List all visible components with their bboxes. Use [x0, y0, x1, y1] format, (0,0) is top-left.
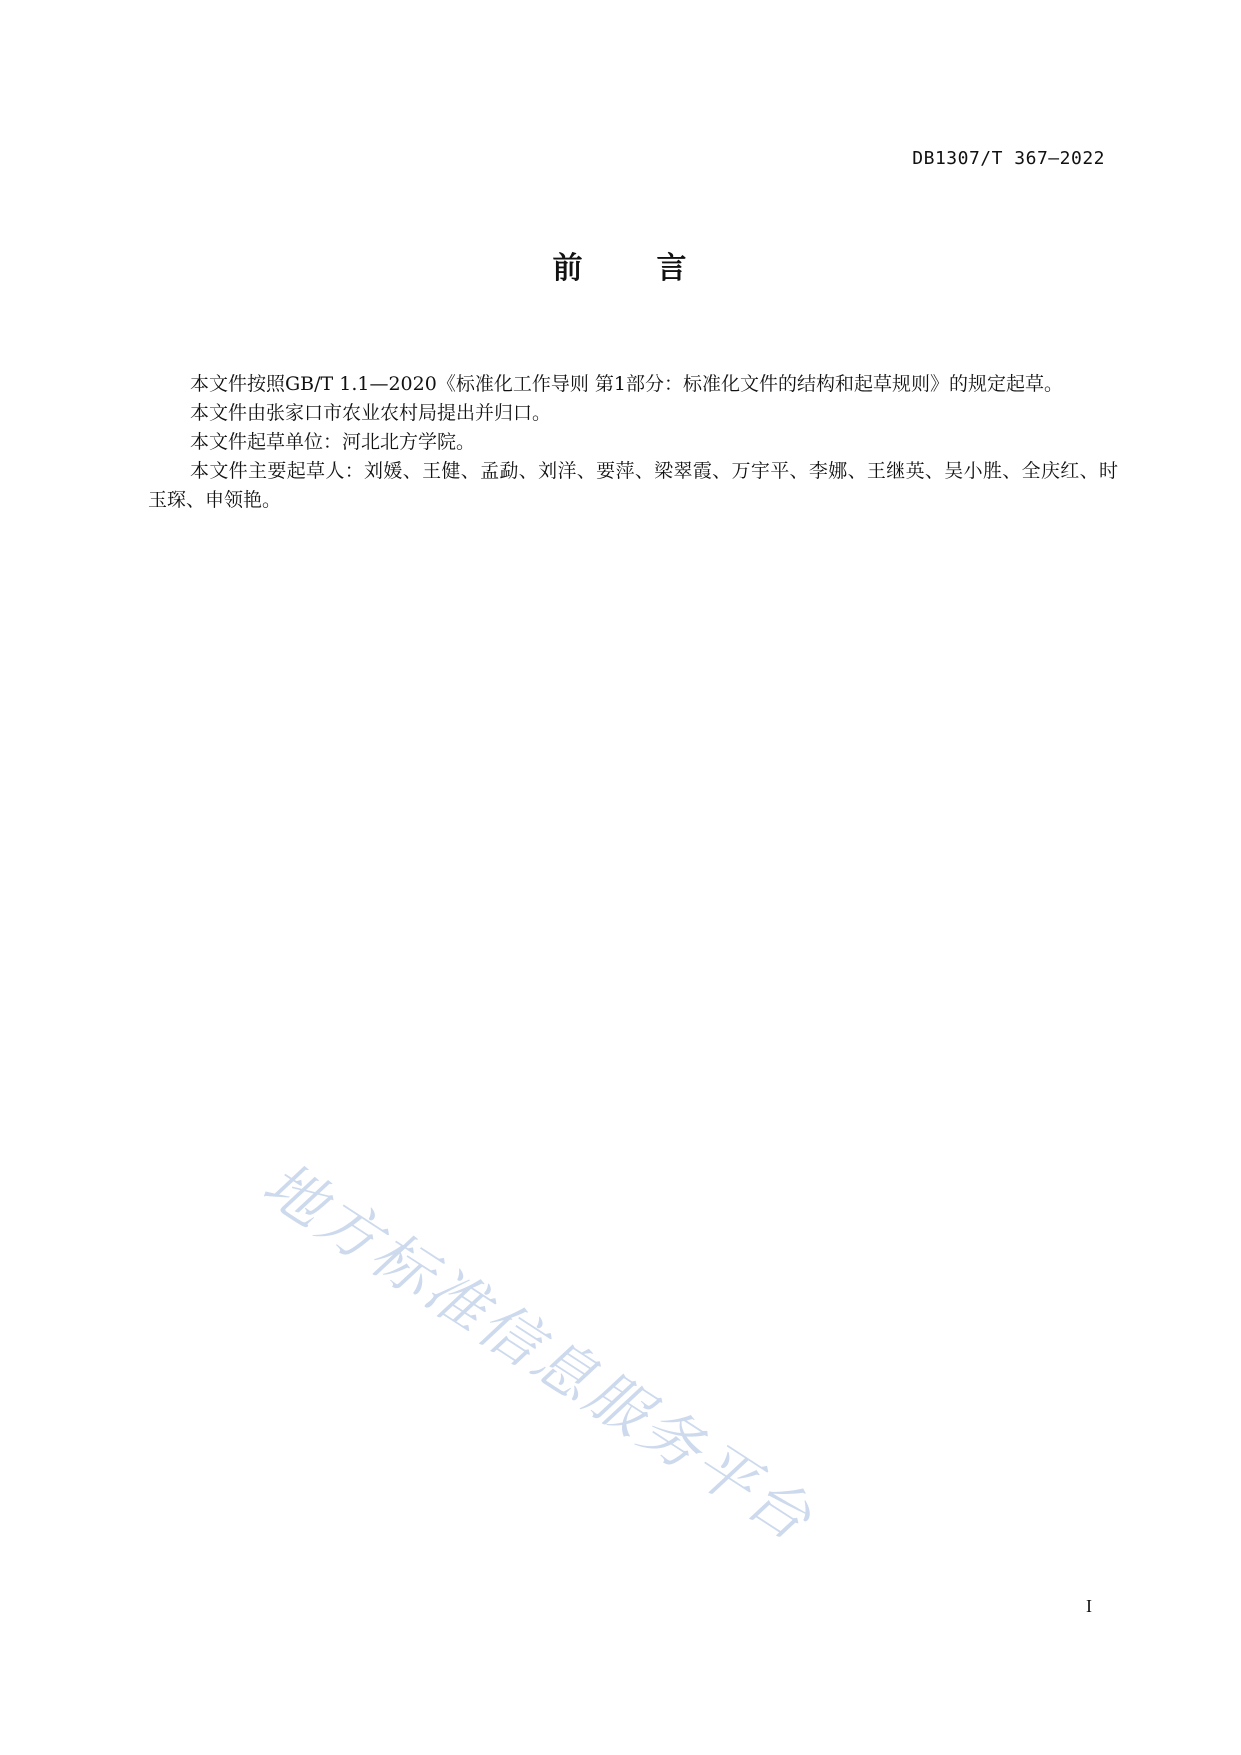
foreword-body: [148, 370, 1118, 515]
page-number: I: [1086, 1596, 1092, 1616]
title-char-1: 前: [552, 251, 585, 286]
title-char-2: 言: [656, 251, 689, 286]
page-title: [0, 243, 1241, 287]
paragraph-proposer: 本文件由张家口市农业农村局提出并归口。: [190, 402, 552, 424]
paragraph-drafting-unit: 本文件起草单位：河北北方学院。: [190, 431, 476, 453]
paragraph-drafting-rules: 本文件按照GB/T 1.1—2020《标准化工作导则 第1部分：标准化文件的结构和起草规则》的规定起草。: [190, 373, 1063, 395]
document-code: DB1307/T 367—2022: [912, 148, 1105, 169]
paragraph-drafters: 本文件主要起草人：刘媛、王健、孟勐、刘洋、要萍、梁翠霞、万宇平、李娜、王继英、吴小胜、全庆红、时玉琛、申领艳。: [148, 460, 1118, 511]
watermark-text: 地方标准信息服务平台: [250, 1148, 826, 1557]
